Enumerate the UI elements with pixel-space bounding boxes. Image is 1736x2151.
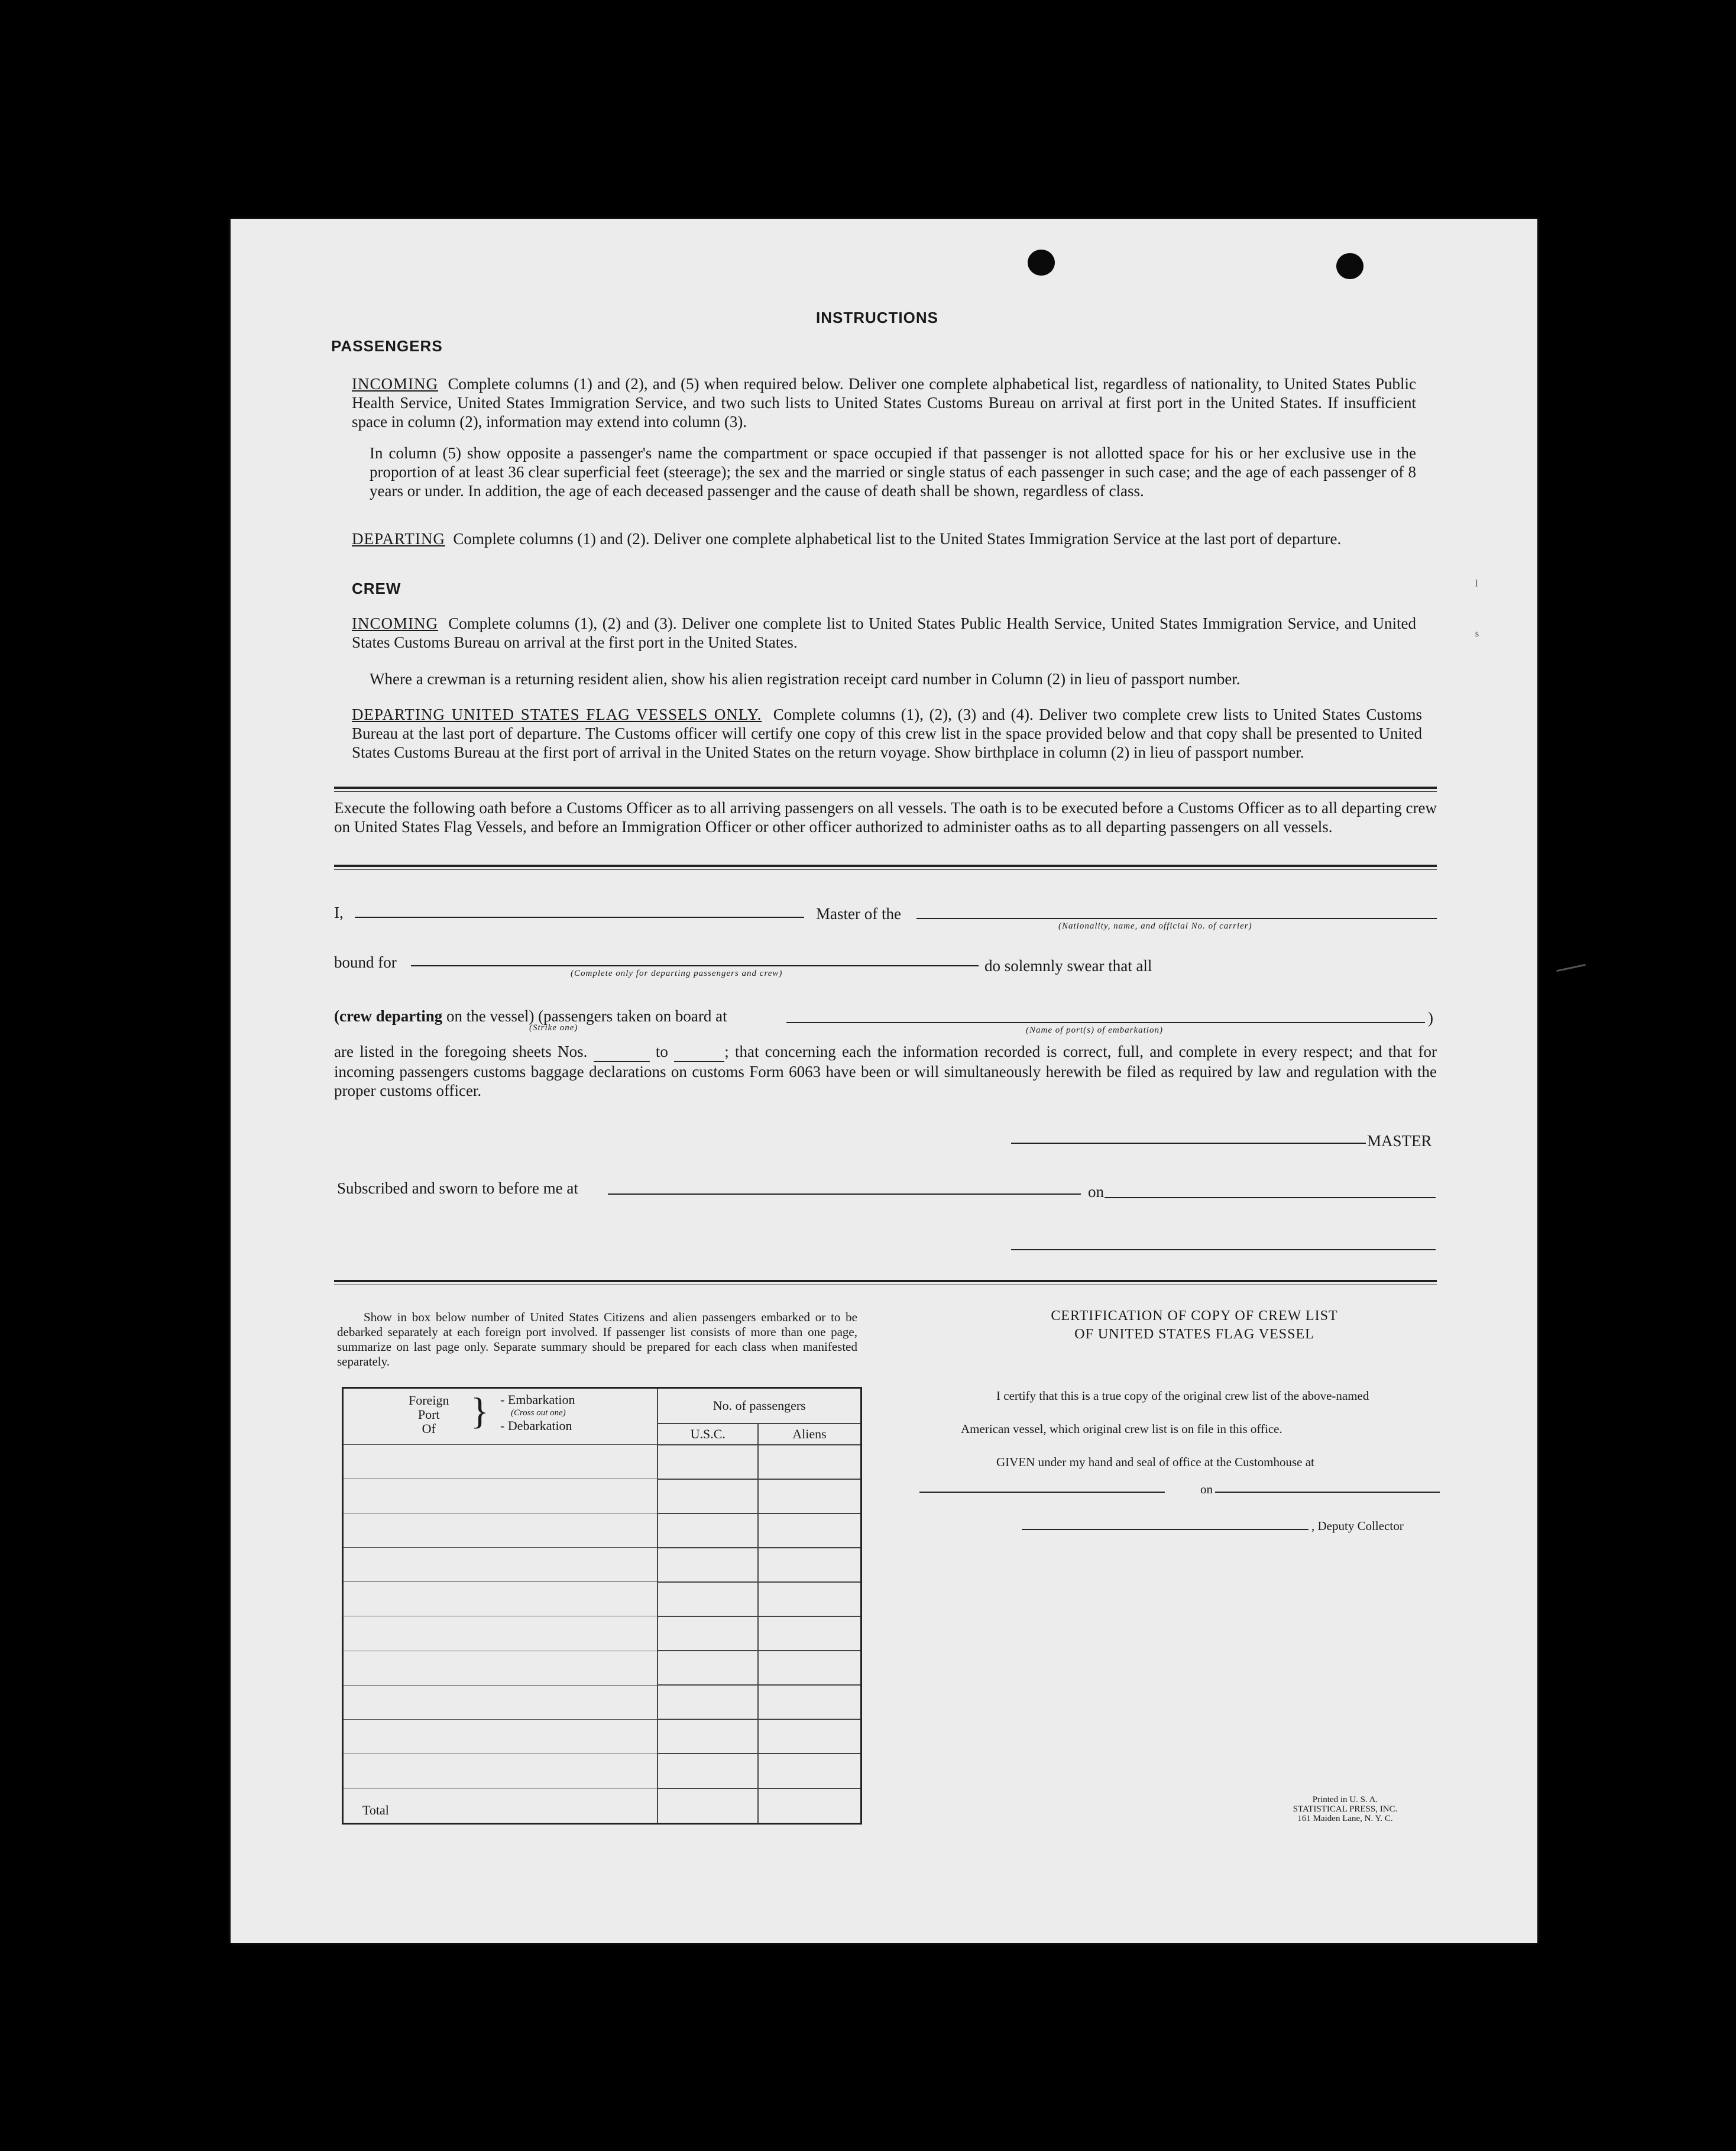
bound-for-label: bound for — [334, 953, 397, 971]
form-page — [231, 219, 1537, 1943]
sheets-to-label: to — [655, 1043, 668, 1060]
cross-out-caption: (Cross out one) — [511, 1408, 566, 1418]
usc-cell[interactable] — [658, 1719, 758, 1754]
table-row — [343, 1479, 861, 1513]
usc-cell[interactable] — [658, 1479, 758, 1513]
strike-one-caption: (Strike one) — [529, 1023, 578, 1033]
crew-incoming-label: INCOMING — [352, 614, 438, 632]
usc-cell[interactable] — [658, 1513, 758, 1548]
table-row — [343, 1616, 861, 1651]
departing-text: Complete columns (1) and (2). Deliver one complete alphabetical list to the United States Immigration Service at the last port of departure. — [453, 530, 1342, 548]
divider — [334, 865, 1437, 870]
usc-total-cell[interactable] — [658, 1788, 758, 1824]
usc-cell[interactable] — [658, 1651, 758, 1685]
departing-label: DEPARTING — [352, 530, 445, 548]
aliens-cell[interactable] — [758, 1754, 861, 1788]
aliens-cell[interactable] — [758, 1719, 861, 1754]
bound-for-caption: (Complete only for departing passengers and crew) — [571, 969, 783, 978]
debarkation-label: - Debarkation — [500, 1418, 572, 1433]
page-title: INSTRUCTIONS — [816, 309, 938, 326]
sworn-on-label: on — [1088, 1183, 1104, 1201]
crew-departing-label: DEPARTING UNITED STATES FLAG VESSELS ONLY. — [352, 706, 762, 723]
aliens-cell[interactable] — [758, 1513, 861, 1548]
passenger-summary-table — [342, 1387, 862, 1825]
aliens-total-cell[interactable] — [758, 1788, 861, 1824]
table-row — [343, 1548, 861, 1582]
certify-line2: American vessel, which original crew list is on file in this office. — [961, 1422, 1282, 1436]
printer-line3: 161 Maiden Lane, N. Y. C. — [1297, 1814, 1393, 1823]
deputy-collector-label: , Deputy Collector — [1311, 1519, 1404, 1533]
divider — [334, 787, 1437, 792]
foreign-label: Foreign — [409, 1393, 449, 1408]
master-signature-field[interactable] — [1011, 1143, 1366, 1144]
table-row — [343, 1685, 861, 1719]
usc-cell[interactable] — [658, 1445, 758, 1479]
margin-mark: ˢ — [1475, 627, 1479, 645]
certification-title — [1011, 1307, 1378, 1344]
listed-statement — [334, 1042, 1437, 1100]
column5-instructions: In column (5) show opposite a passenger's name the compartment or space occupied if that passenger is not allotted space for his or her exclusive use in the proportion of at least 36 clear superficial feet (steerage); the sex and the married or single status of each passenger in such case; and the age of each passenger of 8 years or under. In addition, the age of each deceased passenger and the cause of death shall be shown, regardless of class. — [370, 444, 1416, 500]
aliens-header: Aliens — [758, 1424, 861, 1445]
crew-resident-alien: Where a crewman is a returning resident alien, show his alien registration receipt card number in Column (2) in lieu of passport number. — [370, 670, 1241, 688]
given-text: GIVEN under my hand and seal of office at the Customhouse at — [996, 1455, 1314, 1469]
usc-cell[interactable] — [658, 1685, 758, 1719]
no-passengers-header: No. of passengers — [658, 1388, 861, 1424]
customhouse-field[interactable] — [919, 1492, 1165, 1493]
port-cell[interactable] — [343, 1651, 658, 1685]
port-cell[interactable] — [343, 1685, 658, 1719]
certification-text — [961, 1379, 1440, 1479]
carrier-field[interactable] — [916, 918, 1437, 919]
usc-cell[interactable] — [658, 1754, 758, 1788]
crew-incoming-text: Complete columns (1), (2) and (3). Deliver one complete list to United States Public Health Service, United States Immigration Service, and United States Customs Bureau on arrival at the first port in the United States. — [352, 614, 1417, 651]
aliens-cell[interactable] — [758, 1685, 861, 1719]
port-label: Port — [417, 1407, 440, 1422]
aliens-cell[interactable] — [758, 1651, 861, 1685]
incoming-text: Complete columns (1) and (2), and (5) when required below. Deliver one complete alphabetical list, regardless of nationality, to United States Public Health Service, United States Immigration Service, and two such lists to United States Customs Bureau on arrival at first port in the United States. If insufficient space in column (2), information may extend into column (3). — [352, 375, 1417, 431]
incoming-label: INCOMING — [352, 375, 438, 393]
printer-line1: Printed in U. S. A. — [1312, 1795, 1378, 1804]
crew-departing — [352, 705, 1422, 762]
port-cell[interactable] — [343, 1479, 658, 1513]
table-row — [343, 1651, 861, 1685]
bound-for-field[interactable] — [411, 965, 979, 966]
margin-mark: ˡ — [1475, 577, 1478, 595]
sworn-date-field[interactable] — [1105, 1197, 1436, 1198]
oath-i-label: I, — [334, 904, 344, 921]
punch-hole — [1336, 253, 1363, 279]
usc-cell[interactable] — [658, 1548, 758, 1582]
usc-cell[interactable] — [658, 1582, 758, 1616]
total-row — [343, 1788, 861, 1824]
master-name-field[interactable] — [355, 917, 804, 918]
officer-signature-field[interactable] — [1011, 1249, 1436, 1250]
ports-caption: (Name of port(s) of embarkation) — [1026, 1026, 1163, 1035]
usc-header: U.S.C. — [658, 1424, 758, 1445]
deputy-signature-field[interactable] — [1022, 1529, 1309, 1530]
passengers-heading: PASSENGERS — [331, 337, 443, 355]
port-cell[interactable] — [343, 1445, 658, 1479]
crew-departing-label: (crew departing — [334, 1007, 443, 1025]
certification-title-line2: OF UNITED STATES FLAG VESSEL — [1074, 1327, 1314, 1342]
usc-cell[interactable] — [658, 1616, 758, 1651]
total-label: Total — [343, 1788, 658, 1824]
embarkation-port-field[interactable] — [786, 1022, 1425, 1023]
passengers-incoming — [352, 374, 1416, 431]
brace-icon: } — [471, 1390, 489, 1432]
table-row — [343, 1445, 861, 1479]
scan-artifact — [1556, 964, 1586, 972]
aliens-cell[interactable] — [758, 1445, 861, 1479]
of-label: Of — [422, 1421, 436, 1436]
crew-heading: CREW — [352, 580, 401, 597]
aliens-cell[interactable] — [758, 1582, 861, 1616]
listed-rest-text: ; that concerning each the information recorded is correct, full, and complete in every respect; and that for incoming passengers customs baggage declarations on customs Form 6063 have been or will simultaneously herewith be filed as required by law and regulation with the proper customs officer. — [334, 1043, 1437, 1099]
cert-date-field[interactable] — [1215, 1492, 1440, 1493]
table-row — [343, 1754, 861, 1788]
cert-on-label: on — [1200, 1482, 1213, 1496]
divider — [334, 1280, 1437, 1285]
crew-departing-text: Complete columns (1), (2), (3) and (4). Deliver two complete crew lists to United States Customs Bureau at the last port of departure. The Customs officer will certify one copy of this crew list in the space provided below and that copy shall be presented to United States Customs Bureau at the first port of arrival in the United States on the return voyage. Show birthplace in column (2) in lieu of passport number. — [352, 706, 1422, 761]
aliens-cell[interactable] — [758, 1479, 861, 1513]
master-of-the-label: Master of the — [816, 905, 901, 923]
master-label: MASTER — [1367, 1132, 1432, 1150]
close-paren: ) — [1428, 1009, 1433, 1027]
port-cell[interactable] — [343, 1616, 658, 1651]
sheets-label: are listed in the foregoing sheets Nos. — [334, 1043, 588, 1060]
printer-line2: STATISTICAL PRESS, INC. — [1293, 1804, 1398, 1814]
table-row — [343, 1582, 861, 1616]
aliens-cell[interactable] — [758, 1616, 861, 1651]
port-cell[interactable] — [343, 1582, 658, 1616]
port-header — [343, 1388, 658, 1445]
punch-hole — [1028, 250, 1055, 276]
certification-title-line1: CERTIFICATION OF COPY OF CREW LIST — [1051, 1308, 1338, 1324]
port-cell[interactable] — [343, 1754, 658, 1788]
sworn-place-field[interactable] — [608, 1193, 1081, 1195]
summary-instructions: Show in box below number of United States Citizens and alien passengers embarked or to be debarked separately at each foreign port involved. If passenger list consists of more than one page, summarize on last page only. Separate summary should be prepared for each class when manifested separately. — [337, 1310, 857, 1369]
port-cell[interactable] — [343, 1513, 658, 1548]
printer-imprint — [1256, 1795, 1434, 1823]
table-row — [343, 1513, 861, 1548]
sheet-to-field[interactable] — [674, 1042, 724, 1062]
subscribed-label: Subscribed and sworn to before me at — [337, 1179, 578, 1197]
solemnly-swear-label: do solemnly swear that all — [984, 957, 1152, 975]
carrier-caption: (Nationality, name, and official No. of carrier) — [1058, 921, 1252, 931]
sheet-from-field[interactable] — [594, 1042, 650, 1062]
embarkation-label: - Embarkation — [500, 1392, 575, 1407]
certify-line1: I certify that this is a true copy of the original crew list of the above-named — [996, 1389, 1369, 1403]
table-row — [343, 1719, 861, 1754]
crew-incoming — [352, 614, 1416, 652]
port-cell[interactable] — [343, 1719, 658, 1754]
passengers-departing — [352, 529, 1416, 548]
oath-intro: Execute the following oath before a Customs Officer as to all arriving passengers on all vessels. The oath is to be executed before a Customs Officer as to all departing crew on United States Flag Vessels, and before an Immigration Officer or other officer authorized to administer oaths as to all departing passengers on all vessels. — [334, 799, 1437, 836]
aliens-cell[interactable] — [758, 1548, 861, 1582]
on-vessel-label: on the vessel) (passengers taken on board at — [446, 1007, 727, 1025]
port-cell[interactable] — [343, 1548, 658, 1582]
